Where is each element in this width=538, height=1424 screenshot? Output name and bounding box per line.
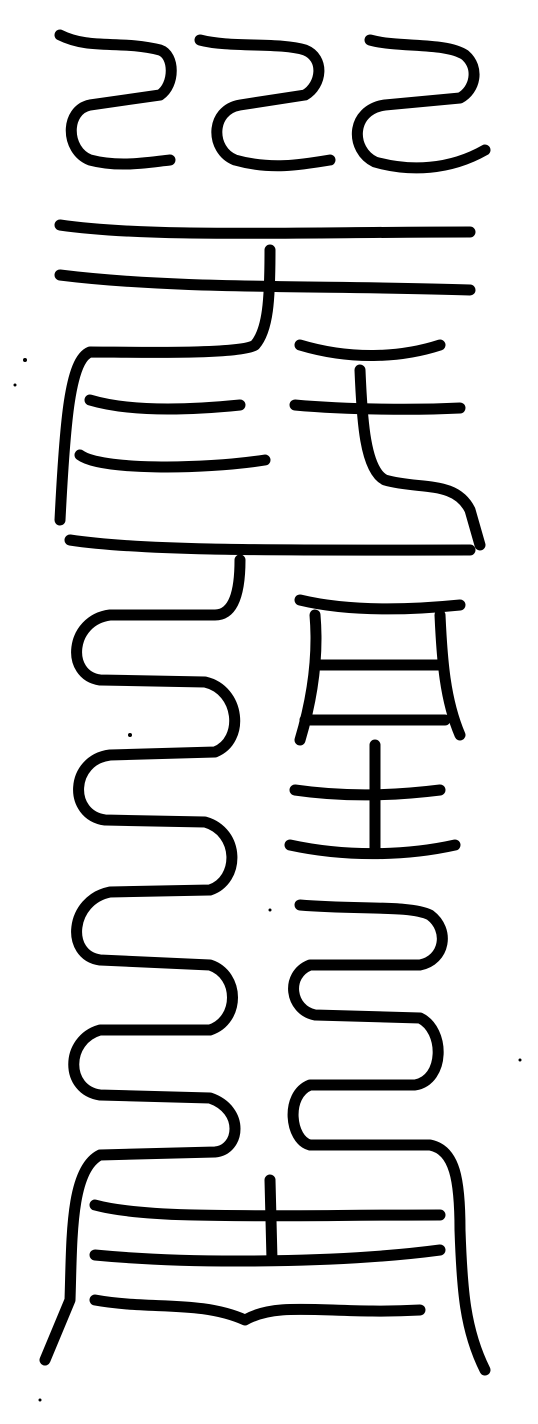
right-bar-1 xyxy=(295,790,440,795)
upper-right-bar xyxy=(295,405,460,409)
ink-speck xyxy=(128,733,132,737)
ink-speck xyxy=(269,909,272,912)
ink-speck xyxy=(519,1059,522,1062)
ink-speck xyxy=(39,1399,42,1402)
ink-speck xyxy=(14,384,17,387)
ink-speck xyxy=(23,358,27,362)
